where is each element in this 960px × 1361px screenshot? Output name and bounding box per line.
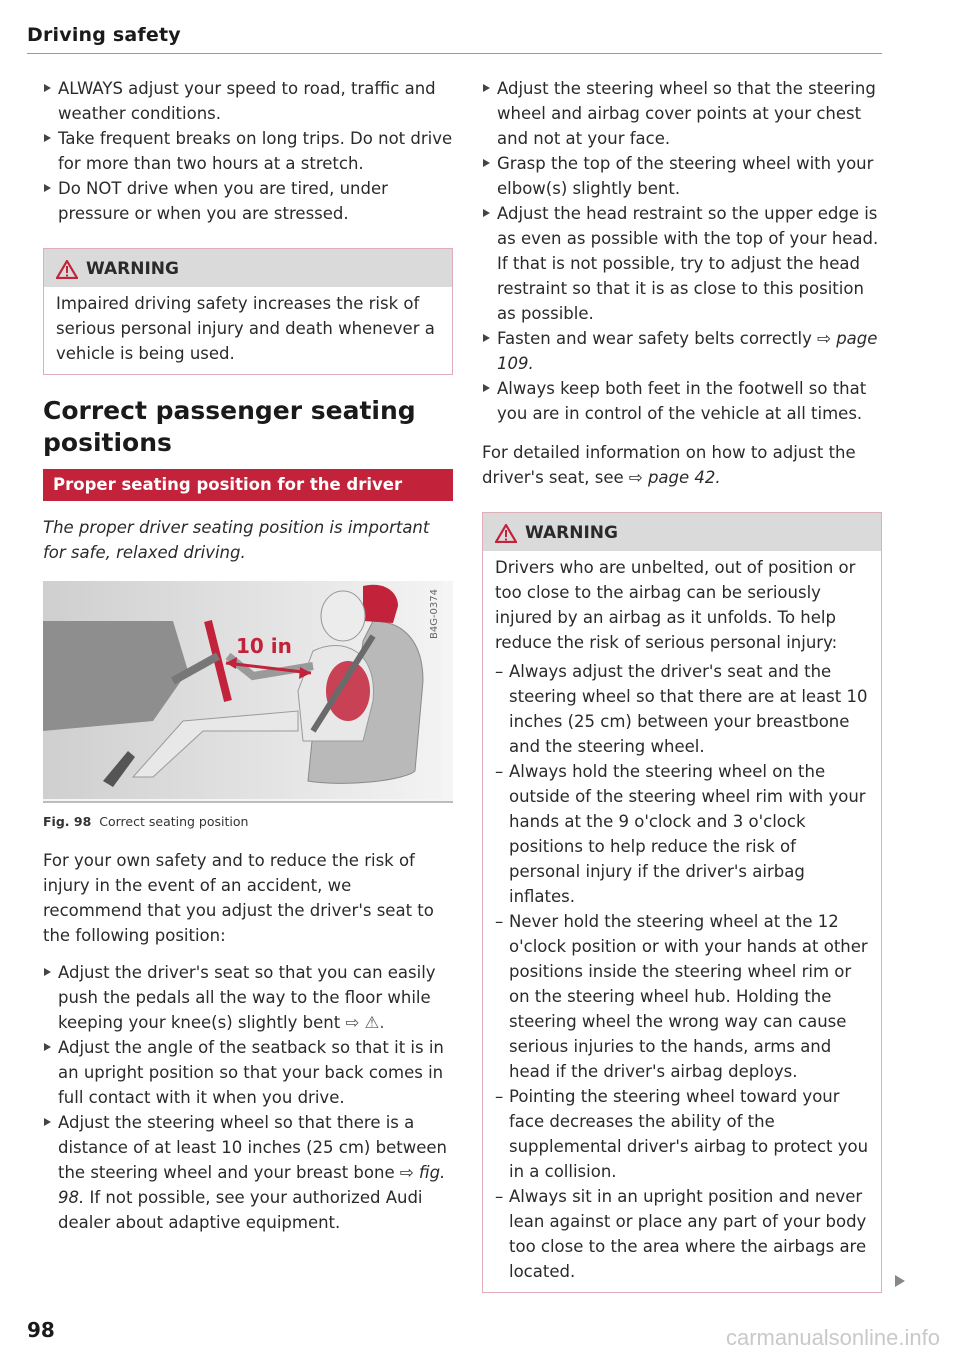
body-paragraph <box>482 440 882 490</box>
cross-reference-link[interactable]: ⇨ page 109. <box>497 329 878 373</box>
cross-reference-link[interactable]: ⇨ fig. 98. <box>58 1163 446 1207</box>
left-bullet-list <box>43 76 453 226</box>
paragraph-text: For detailed information on how to adjust the driver's seat, see <box>482 443 856 487</box>
warning-header <box>483 513 881 551</box>
header-divider <box>27 53 882 54</box>
list-item-text: Adjust the driver's seat so that you can easily push the pedals all the way to the floor while keeping your knee(s) slightly bent <box>58 963 436 1032</box>
warning-intro: Drivers who are unbelted, out of position or too close to the airbag can be seriously injured by an airbag as it unfolds. To help reduce the risk of serious personal injury: <box>495 558 856 652</box>
left-column <box>43 76 453 1235</box>
list-item-text: Adjust the head restraint so the upper edge is as even as possible with the top of your head. If that is not possible, try to adjust the head restraint so that it is as close to this position as possible. <box>497 204 879 323</box>
body-paragraph: For your own safety and to reduce the risk of injury in the event of an accident, we recommend that you adjust the driver's seat to the following position: <box>43 851 434 945</box>
warning-list <box>495 659 869 1284</box>
list-item-text: Adjust the angle of the seatback so that it is in an upright position so that your back comes in full contact with it when you drive. <box>58 1038 444 1107</box>
warning-body <box>483 551 881 1292</box>
cross-reference-link[interactable]: ⇨ ⚠. <box>345 1013 385 1032</box>
distance-callout: 10 in <box>236 634 292 658</box>
warning-title: WARNING <box>525 523 618 543</box>
list-item <box>482 376 882 426</box>
figure-label: Fig. 98 <box>43 814 92 829</box>
list-item: Take frequent breaks on long trips. Do not drive for more than two hours at a stretch. <box>43 126 453 176</box>
warning-triangle-icon <box>495 524 517 543</box>
warning-box <box>482 512 882 1293</box>
figure-code: B4G-0374 <box>429 589 440 640</box>
list-item <box>482 151 882 201</box>
right-bullet-list <box>482 76 882 426</box>
section-title: Correct passenger seating positions <box>43 396 416 457</box>
list-item <box>482 76 882 151</box>
continued-arrow-icon <box>893 1274 907 1288</box>
figure-caption-text: Correct seating position <box>99 814 249 829</box>
list-item <box>43 960 453 1035</box>
seating-illustration <box>43 581 443 799</box>
list-item-text: Adjust the steering wheel so that there is a distance of at least 10 inches (25 cm) between the steering wheel and your breast bone <box>58 1113 447 1182</box>
list-item: Do NOT drive when you are tired, under pressure or when you are stressed. <box>43 176 453 226</box>
watermark: carmanualsonline.info <box>725 1325 940 1350</box>
list-item: – Never hold the steering wheel at the 12 o'clock position or with your hands at other positions inside the steering wheel rim or on the steering wheel hub. Holding the steering wheel the wrong way can cause serious injuries to the hands, arms and head if the driver's airbag deploys. <box>495 909 869 1084</box>
warning-box <box>43 248 453 375</box>
warning-title: WARNING <box>86 259 179 279</box>
page-header-title: Driving safety <box>27 24 181 46</box>
list-item-text: If not possible, see your authorized Audi dealer about adaptive equipment. <box>58 1188 423 1232</box>
warning-header <box>44 249 452 287</box>
seating-position-figure <box>43 581 453 803</box>
list-item-text: Always keep both feet in the footwell so that you are in control of the vehicle at all times. <box>497 379 867 423</box>
list-item-text: Adjust the steering wheel so that the steering wheel and airbag cover points at your chest and not at your face. <box>497 79 876 148</box>
right-column <box>482 76 882 1293</box>
list-item: – Pointing the steering wheel toward your face decreases the ability of the supplemental driver's airbag to protect you in a collision. <box>495 1084 869 1184</box>
warning-text: Impaired driving safety increases the risk of serious personal injury and death whenever a vehicle is being used. <box>56 294 435 363</box>
list-item-text: Fasten and wear safety belts correctly <box>497 329 812 348</box>
list-item <box>482 201 882 326</box>
seat-adjust-list <box>43 960 453 1235</box>
list-item <box>43 1110 453 1235</box>
intro-text: The proper driver seating position is important for safe, relaxed driving. <box>43 518 430 562</box>
list-item: ALWAYS adjust your speed to road, traffic and weather conditions. <box>43 76 453 126</box>
list-item-text: Grasp the top of the steering wheel with your elbow(s) slightly bent. <box>497 154 874 198</box>
subsection-banner: Proper seating position for the driver <box>43 469 453 501</box>
warning-triangle-icon <box>56 260 78 279</box>
list-item: – Always adjust the driver's seat and the steering wheel so that there are at least 10 inches (25 cm) between your breastbone and the steering wheel. <box>495 659 869 759</box>
list-item: – Always hold the steering wheel on the outside of the steering wheel rim with your hands at the 9 o'clock and 3 o'clock positions to help reduce the risk of personal injury if the driver's airbag inflates. <box>495 759 869 909</box>
list-item <box>482 326 882 376</box>
cross-reference-link[interactable]: ⇨ page 42. <box>628 468 721 487</box>
list-item: – Always sit in an upright position and never lean against or place any part of your body too close to the area where the airbags are located. <box>495 1184 869 1284</box>
figure-caption <box>43 809 453 834</box>
page-number: 98 <box>27 1318 55 1342</box>
list-item <box>43 1035 453 1110</box>
